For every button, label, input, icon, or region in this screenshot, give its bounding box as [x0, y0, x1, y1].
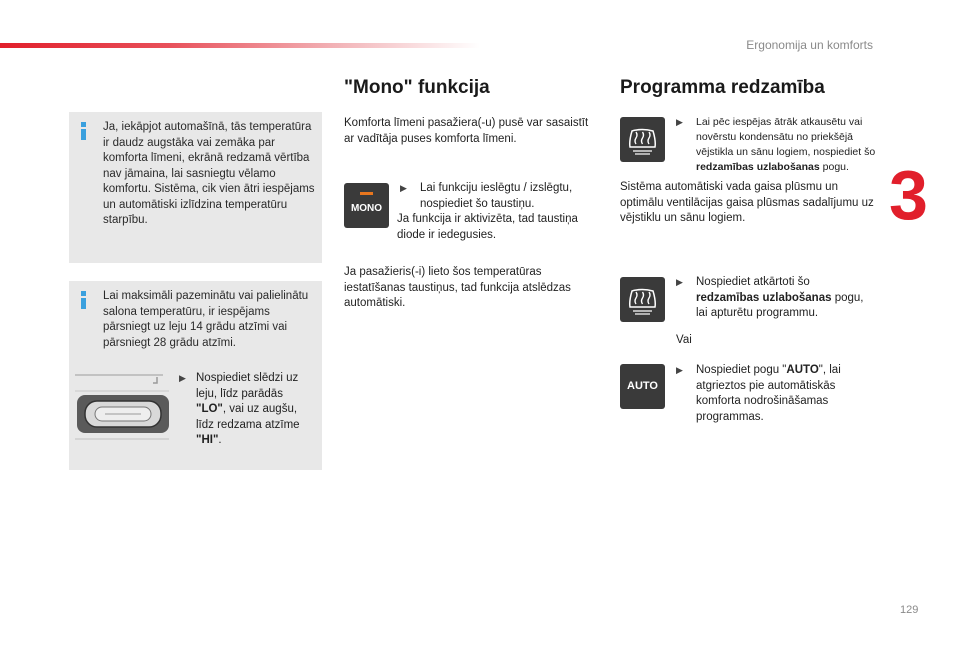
bullet-arrow-icon: ▶ [400, 183, 407, 193]
programme-instruction-1: ▶ Lai pēc iespējas ātrāk atkausētu vai novērstu kondensātu no priekšējā vējstikla un sānu logiem, nospiediet šo redzamības uzlabošanas pogu. [676, 116, 876, 173]
chapter-number: 3 [889, 156, 928, 234]
mono-intro: Komforta līmeni pasažiera(-u) pusē var sasaistīt ar vadītāja puses komforta līmeni. [344, 117, 589, 145]
windscreen-demist-icon [620, 117, 665, 162]
bullet-arrow-icon: ▶ [179, 373, 186, 383]
info-note-1 [69, 112, 322, 263]
mono-after-bullet: Ja funkcija ir aktivizēta, tad taustiņa diode ir iedegusies. [397, 213, 578, 241]
info-note-2 [69, 281, 322, 470]
auto-button[interactable] [620, 364, 665, 409]
mono-instruction: ▶ Lai funkciju ieslēgtu / izslēgtu, nospiediet šo taustiņu. [400, 182, 573, 210]
programme-instruction-2: ▶ Nospiediet atkārtoti šo redzamības uzlabošanas pogu, lai apturētu programmu. [676, 276, 864, 319]
switch-instruction: ▶ Nospiediet slēdzi uz leju, līdz parādās "LO", vai uz augšu, līdz redzama atzīme "HI". [179, 372, 300, 446]
temperature-switch-illustration [73, 369, 183, 449]
programme-title: Programma redzamība [620, 77, 825, 98]
mono-title: "Mono" funkcija [344, 77, 490, 98]
mono-button-label: MONO [350, 203, 383, 214]
info-note-1-text: Ja, iekāpjot automašīnā, tās temperatūra ir daudz augstāka vai zemāka par komforta līmeni, ekrānā redzamā vērtība nav jāmaina, lai sasniegtu vēlamo komfortu. Sistēma, cik vien ātri iespējams un automātiski izlīdzina temperatūru starpību. [103, 121, 315, 226]
header-accent-bar [0, 43, 480, 48]
visibility-button[interactable] [620, 117, 665, 162]
windscreen-demist-icon [620, 277, 665, 322]
mono-button[interactable] [344, 183, 389, 228]
programme-instruction-3: ▶ Nospiediet pogu "AUTO", lai atgrieztos pie automātiskās komforta nodrošināšamas programmas. [676, 364, 841, 423]
programme-description: Sistēma automātiski vada gaisa plūsmu un optimālu ventilācijas gaisa plūsmas sadalījumu uz vējstiklu un sānu logiem. [620, 181, 874, 224]
or-label: Vai [676, 334, 692, 346]
info-note-2-text: Lai maksimāli pazeminātu vai palielinātu salona temperatūru, ir iespējams pārsniegt uz leju 14 grādu atzīmi vai pārsniegt 28 grādu atzīmi. [103, 290, 309, 349]
bullet-arrow-icon: ▶ [676, 117, 683, 127]
bullet-arrow-icon: ▶ [676, 277, 683, 287]
mono-outro: Ja pasažieris(-i) lieto šos temperatūras iestatīšanas taustiņus, tad funkcija atslēdzas automātiski. [344, 266, 571, 309]
bullet-arrow-icon: ▶ [676, 365, 683, 375]
visibility-button[interactable] [620, 277, 665, 322]
page-number: 129 [900, 604, 919, 616]
header-title: Ergonomija un komforts [746, 38, 873, 52]
auto-button-label: AUTO [627, 380, 658, 392]
